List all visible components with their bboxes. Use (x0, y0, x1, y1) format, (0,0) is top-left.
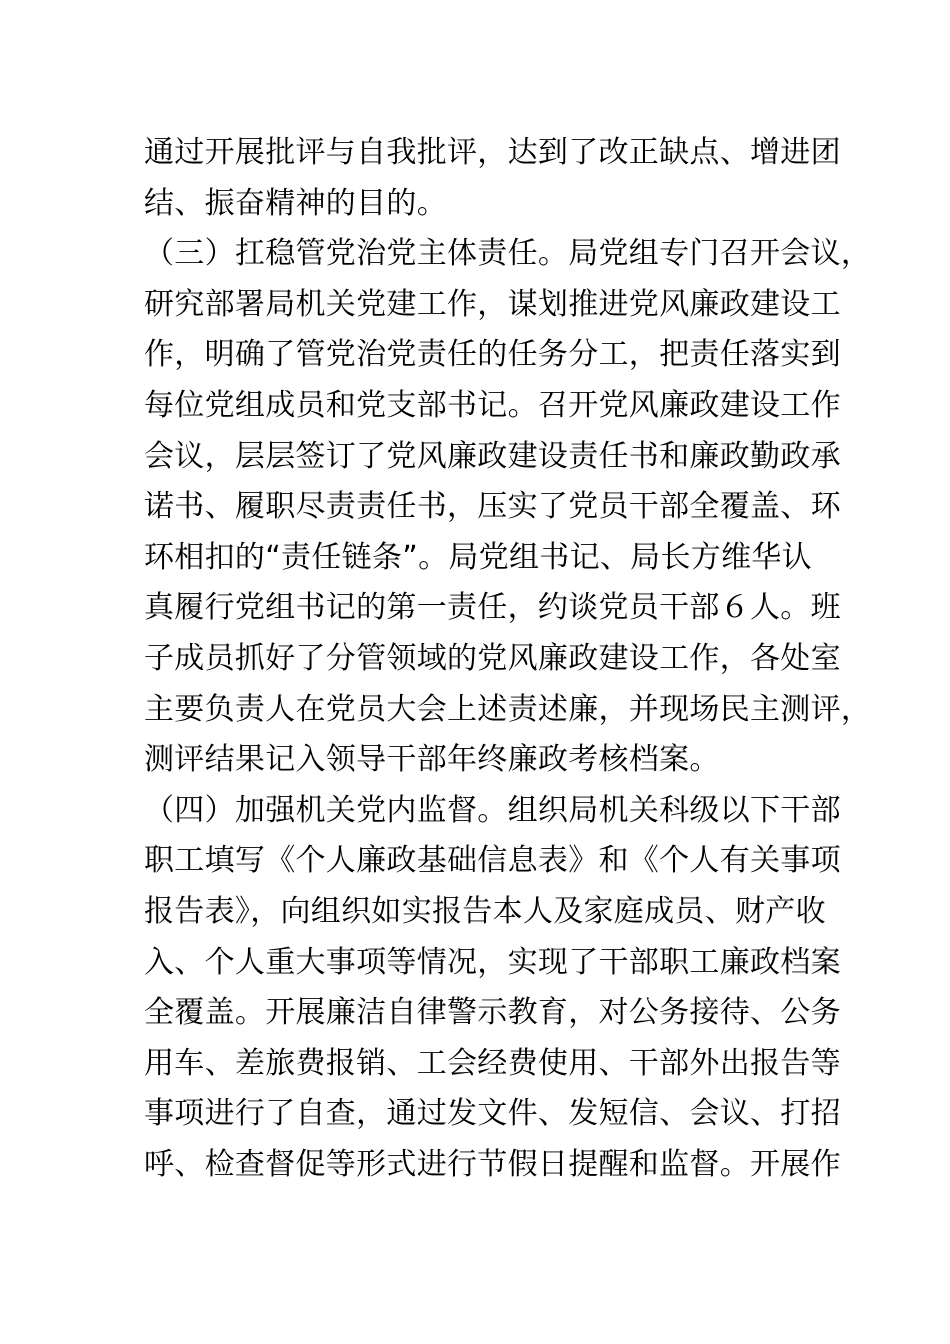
section-heading-line: （三）扛稳管党治党主体责任。局党组专门召开会议， (144, 236, 872, 272)
text-line: 环相扣的“责任链条”。局党组书记、局长方维华认 (144, 539, 812, 575)
text-line: 测评结果记入领导干部年终廉政考核档案。 (144, 742, 720, 778)
text-line: 报告表》，向组织如实报告本人及家庭成员、财产收 (144, 893, 826, 929)
text-line: 呼、检查督促等形式进行节假日提醒和监督。开展作 (144, 1146, 841, 1182)
text-line: 用车、差旅费报销、工会经费使用、干部外出报告等 (144, 1045, 841, 1081)
text-line: 入、个人重大事项等情况，实现了干部职工廉政档案 (144, 944, 841, 980)
text-line: 真履行党组书记的第一责任，约谈党员干部６人。班 (144, 590, 841, 626)
text-line: 主要负责人在党员大会上述责述廉，并现场民主测评， (144, 691, 872, 727)
text-line: 职工填写《个人廉政基础信息表》和《个人有关事项 (144, 843, 841, 879)
text-line: 全覆盖。开展廉洁自律警示教育，对公务接待、公务 (144, 995, 841, 1031)
document-body (144, 128, 872, 1190)
text-line: 通过开展批评与自我批评，达到了改正缺点、增进团 (144, 135, 841, 170)
text-line: 会议，层层签订了党风廉政建设责任书和廉政勤政承 (144, 438, 841, 474)
text-line: 结、振奋精神的目的。 (144, 185, 447, 221)
text-line: 事项进行了自查，通过发文件、发短信、会议、打招 (144, 1096, 841, 1132)
section-heading-line: （四）加强机关党内监督。组织局机关科级以下干部 (144, 792, 841, 828)
text-line: 每位党组成员和党支部书记。召开党风廉政建设工作 (144, 387, 841, 423)
text-line: 诺书、履职尽责责任书，压实了党员干部全覆盖、环 (144, 489, 841, 525)
text-line: 研究部署局机关党建工作，谋划推进党风廉政建设工 (144, 286, 841, 322)
text-line: 子成员抓好了分管领域的党风廉政建设工作，各处室 (144, 640, 841, 676)
text-line: 作，明确了管党治党责任的任务分工，把责任落实到 (144, 337, 841, 373)
